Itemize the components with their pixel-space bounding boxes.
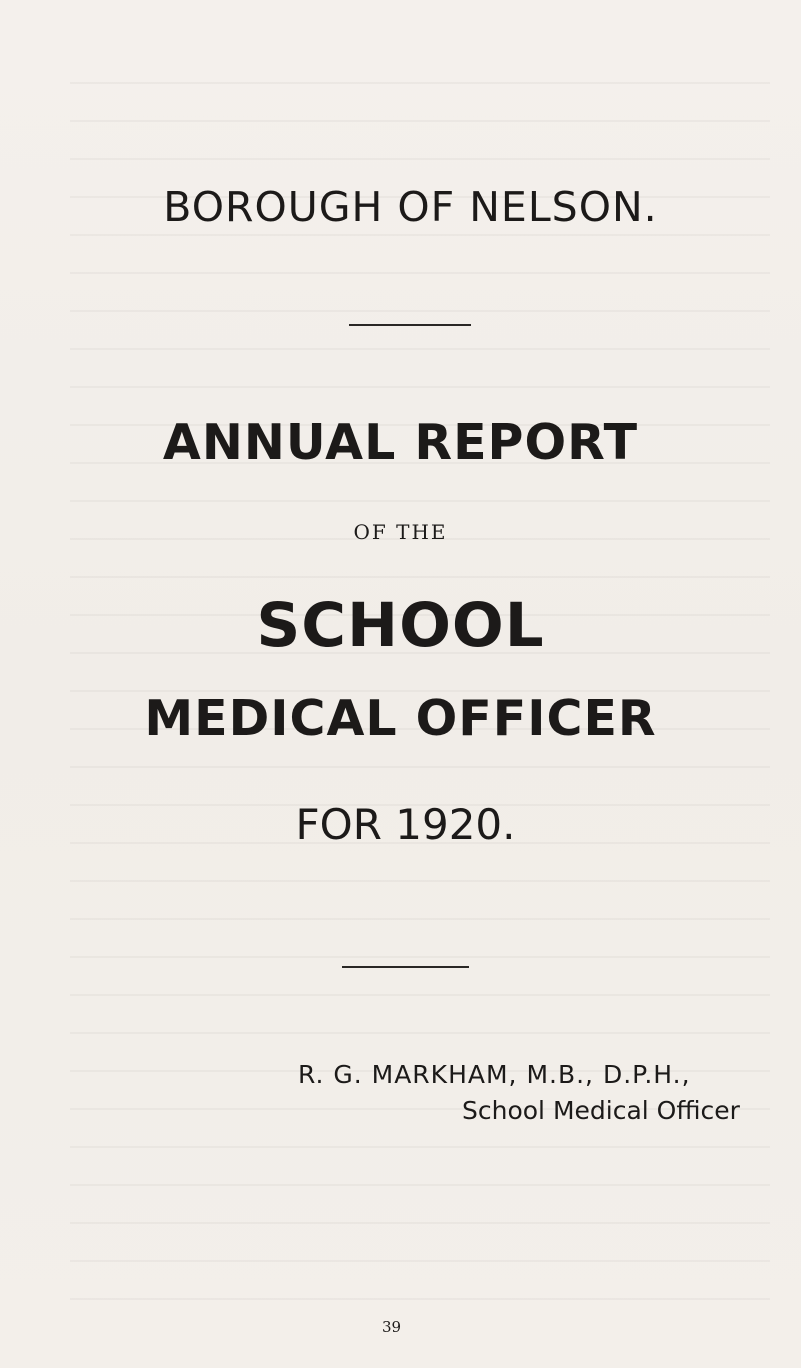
author-title: School Medical Officer xyxy=(462,1096,740,1125)
author-name: R. G. MARKHAM, M.B., D.P.H., xyxy=(298,1060,691,1089)
of-the-subheading: OF THE xyxy=(353,520,448,544)
school-heading: SCHOOL xyxy=(256,590,545,661)
top-divider-rule xyxy=(349,324,471,326)
bottom-divider-rule xyxy=(342,966,469,968)
annual-report-heading: ANNUAL REPORT xyxy=(162,414,639,471)
borough-heading: BOROUGH OF NELSON. xyxy=(163,183,658,231)
page-number: 39 xyxy=(382,1318,402,1336)
report-year: FOR 1920. xyxy=(295,800,516,849)
medical-officer-heading: MEDICAL OFFICER xyxy=(144,690,657,747)
